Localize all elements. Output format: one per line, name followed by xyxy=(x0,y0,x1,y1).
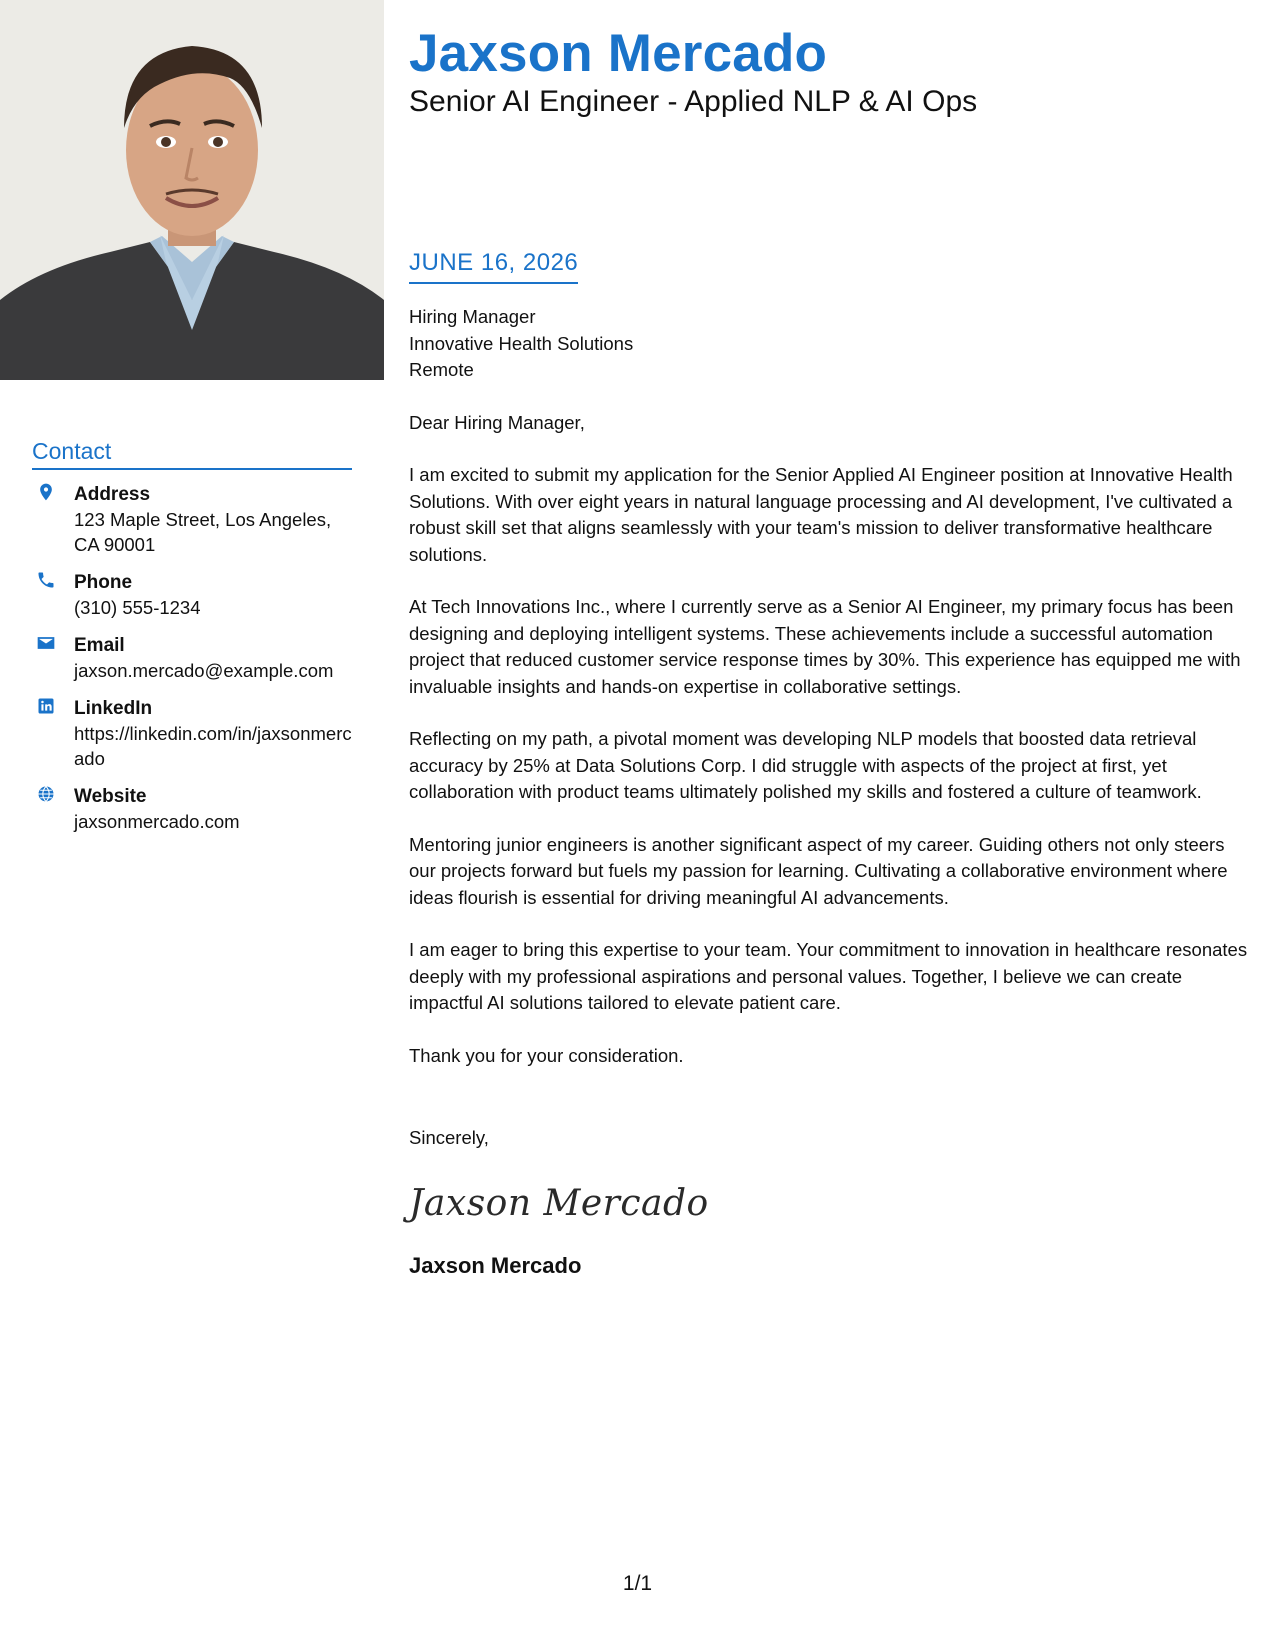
contact-phone xyxy=(32,570,352,620)
contact-label: Email xyxy=(74,635,125,656)
globe-icon xyxy=(36,784,60,808)
paragraph: I am excited to submit my application for the Senior Applied AI Engineer position at Innovative Health Solutions. With over eight years in natural language processing and AI development, I've cultivated a robust skill set that aligns seamlessly with your team's mission to deliver transformative healthcare solutions. xyxy=(409,464,1233,565)
greeting: Dear Hiring Manager, xyxy=(409,411,585,433)
email-link[interactable]: jaxson.mercado@example.com xyxy=(74,660,334,681)
paragraph: I am eager to bring this expertise to your team. Your commitment to innovation in healthcare resonates deeply with my professional aspirations and personal values. Together, I believe we can create impactful AI solutions tailored to elevate patient care. xyxy=(409,939,1248,1013)
website-link[interactable]: jaxsonmercado.com xyxy=(74,811,240,832)
paragraph: Mentoring junior engineers is another significant aspect of my career. Guiding others not only steers our projects forward but fuels my passion for learning. Cultivating a collaborative environment where ideas flourish is essential for driving meaningful AI advancements. xyxy=(409,833,1228,908)
contact-label: LinkedIn xyxy=(74,698,153,719)
letter-date: JUNE 16, 2026 xyxy=(409,248,578,284)
contact-website xyxy=(32,784,352,834)
contact-value: (310) 555-1234 xyxy=(74,597,201,618)
recipient-line: Hiring Manager xyxy=(409,306,536,327)
signed-name: Jaxson Mercado xyxy=(409,1252,582,1278)
letter-body xyxy=(409,0,1254,1280)
paragraph: At Tech Innovations Inc., where I currently serve as a Senior AI Engineer, my primary focus has been designing and deploying intelligent systems. These achievements include a successful automation project that reduced customer service response times by 30%. This experience has equipped me with invaluable insights and hands-on expertise in collaborative settings. xyxy=(409,596,1241,697)
map-pin-icon xyxy=(36,482,60,506)
contact-section-title: Contact xyxy=(32,438,352,470)
page-number: 1/1 xyxy=(622,1572,653,1595)
paragraph: Reflecting on my path, a pivotal moment was developing NLP models that boosted data retrieval accuracy by 25% at Data Solutions Corp. I did struggle with aspects of the project at first, yet collaboration with product teams ultimately polished my skills and fostered a culture of teamwork. xyxy=(409,728,1202,802)
phone-icon xyxy=(36,570,60,594)
portrait-illustration xyxy=(0,0,384,380)
applicant-name: Jaxson Mercado xyxy=(409,24,828,83)
contact-email xyxy=(32,633,352,683)
profile-photo xyxy=(0,0,384,380)
contact-label: Phone xyxy=(74,572,133,593)
linkedin-link[interactable]: https://linkedin.com/in/jaxsonmercado xyxy=(74,723,352,769)
recipient-line: Remote xyxy=(409,359,474,380)
recipient-block xyxy=(409,304,1254,384)
contact-value: 123 Maple Street, Los Angeles, CA 90001 xyxy=(74,509,332,555)
contact-label: Address xyxy=(74,484,151,505)
contact-linkedin xyxy=(32,696,352,771)
contact-address xyxy=(32,482,352,557)
recipient-line: Innovative Health Solutions xyxy=(409,332,634,354)
paragraph: Thank you for your consideration. xyxy=(409,1044,684,1066)
linkedin-icon xyxy=(36,696,60,720)
envelope-icon xyxy=(36,633,60,657)
job-title: Senior AI Engineer - Applied NLP & AI Ops xyxy=(409,85,978,118)
sidebar xyxy=(32,438,352,847)
contact-label: Website xyxy=(74,786,147,807)
handwritten-signature: Jaxson Mercado xyxy=(409,1182,709,1224)
closing: Sincerely, xyxy=(409,1127,489,1148)
